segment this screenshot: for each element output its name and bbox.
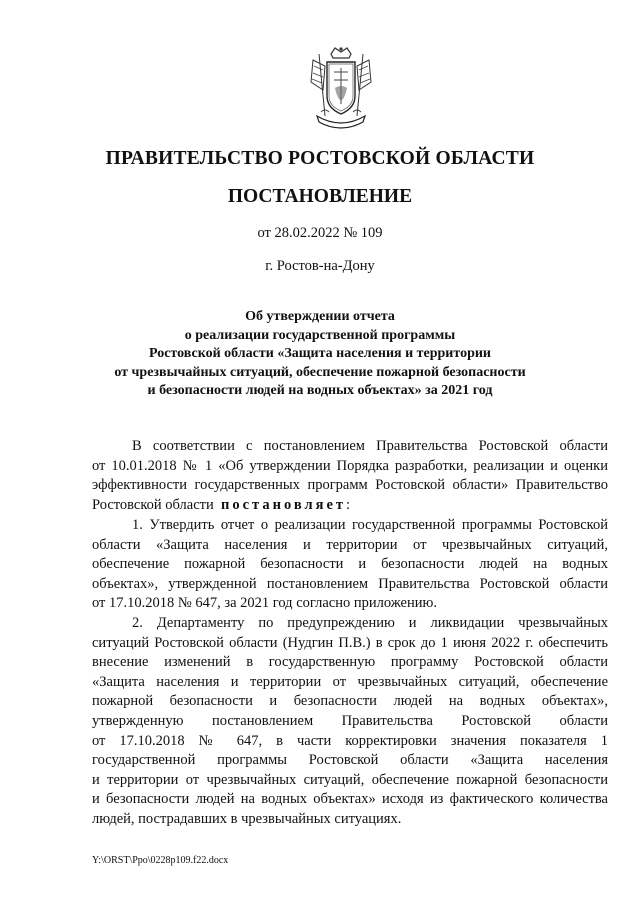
paragraph-line: В соответствии с постановлением Правительства Ростовской области [132, 438, 608, 454]
paragraph-line: государственной программы Ростовской области «Защита населения [92, 752, 608, 769]
government-name: ПРАВИТЕЛЬСТВО РОСТОВСКОЙ ОБЛАСТИ [105, 148, 535, 169]
paragraph-line: от 17.10.2018 № 647, в части корректировки значения показателя 1 [92, 732, 608, 749]
paragraph-line: внесение изменений в государственную программу Ростовской области [92, 654, 608, 671]
paragraph-line: обеспечение пожарной безопасности и безопасности людей на водных [92, 556, 608, 573]
paragraph-line: от 17.10.2018 № 647, за 2021 год согласно приложению. [92, 595, 437, 612]
title-line: и безопасности людей на водных объектах» за 2021 год [147, 383, 493, 398]
preamble-paragraph [92, 437, 608, 515]
preamble-prefix: Ростовской области [92, 496, 214, 513]
paragraph-line: эффективности государственных программ Ростовской области» Правительство [92, 477, 608, 494]
paragraph-line: утвержденную постановлением Правительства Ростовской области [92, 712, 608, 729]
paragraph-line: области «Защита населения и территории от чрезвычайных ситуаций, [92, 536, 608, 553]
paragraph-line: объектах», утвержденной постановлением Правительства Ростовской области [92, 575, 608, 592]
title-line: о реализации государственной программы [184, 327, 456, 343]
preamble-suffix: : [346, 496, 351, 513]
document-type: ПОСТАНОВЛЕНИЕ [227, 186, 413, 207]
item-2-paragraph [92, 614, 608, 830]
title-line: от чрезвычайных ситуаций, обеспечение пожарной безопасности [114, 364, 526, 380]
paragraph-line: людей, пострадавших в чрезвычайных ситуациях. [92, 810, 402, 827]
paragraph-line: от 10.01.2018 № 1 «Об утверждении Порядка разработки, реализации и оценки [92, 457, 608, 474]
item-1-paragraph [92, 516, 608, 614]
footer-file-path: Y:\ORST\Ppo\0228p109.f22.docx [92, 855, 229, 866]
paragraph-line: «Защита населения и территории от чрезвычайных ситуаций, обеспечение [92, 673, 608, 690]
paragraph-line: пожарной безопасности и безопасности людей на водных объектах», [92, 693, 608, 710]
paragraph-line: ситуаций Ростовской области (Нудгин П.В.) в срок до 1 июня 2022 г. обеспечить [92, 634, 608, 651]
paragraph-line: и территории от чрезвычайных ситуаций, обеспечение пожарной безопасности [92, 771, 608, 788]
title-line: Об утверждении отчета [245, 309, 395, 324]
paragraph-line: 2. Департаменту по предупреждению и ликвидации чрезвычайных [132, 615, 608, 631]
decision-word: постановляет [221, 496, 347, 513]
paragraph-line [92, 496, 608, 516]
coat-of-arms-icon [305, 46, 377, 132]
document-city: г. Ростов-на-Дону [265, 258, 375, 274]
paragraph-line: и безопасности людей на водных объектах» исходя из фактического количества [92, 791, 608, 808]
title-line: Ростовской области «Защита населения и территории [149, 346, 491, 361]
document-date-number: от 28.02.2022 № 109 [257, 225, 383, 241]
document-title [0, 308, 640, 401]
paragraph-line: 1. Утвердить отчет о реализации государственной программы Ростовской [132, 517, 608, 533]
